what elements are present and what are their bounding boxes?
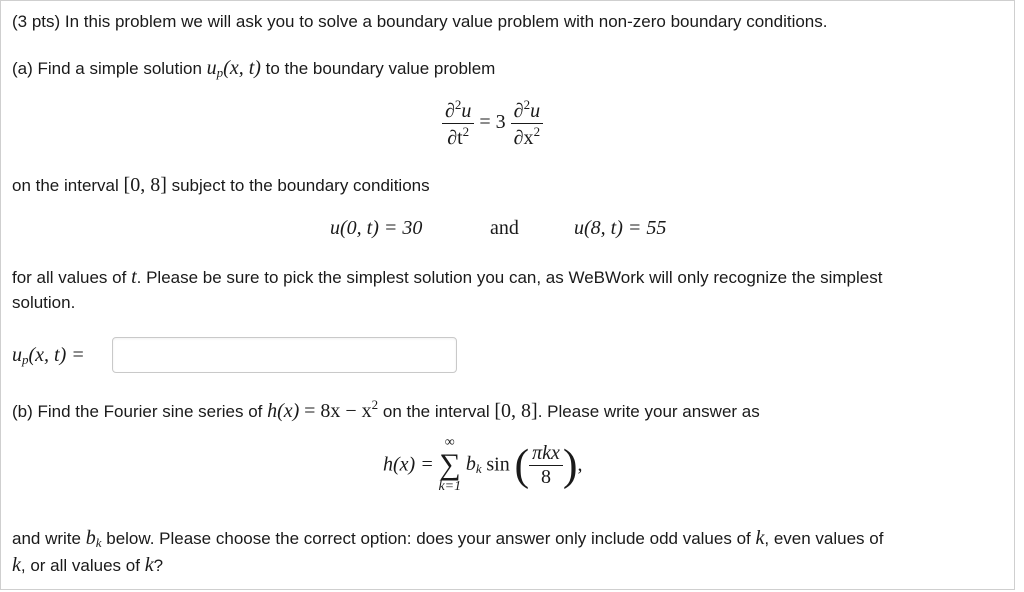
sin-argument: $\frac{\text{πkx}}{8}$ [529, 442, 563, 489]
sum-operator: ∞ ∑ k=1 [438, 435, 462, 494]
final-line-1: and write $b_k$ below. Please choose the correct option: does your answer only include odd values of k, even values of [12, 527, 884, 550]
part-b-prompt: (b) Find the Fourier sine series of $h(x) = 8x - x^2$ on the interval [0, 8]. Please write your answer as [12, 397, 760, 422]
lhs-fraction: $\frac{\partial^2u}{\partial t^2}$ [442, 97, 474, 150]
intro-text: (3 pts) In this problem we will ask you to solve a boundary value problem with non-zero boundary conditions. [12, 12, 828, 31]
part-a-suffix: to the boundary value problem [265, 59, 496, 78]
equals-three: = 3 [479, 111, 506, 134]
final-line-2: k, or all values of k? [12, 554, 164, 576]
bc-left: u(0, t) = 30 [330, 217, 423, 239]
answer-input-up[interactable] [112, 337, 457, 373]
wave-equation [442, 97, 543, 150]
rhs-fraction: $\frac{\partial^2u}{\partial x^2}$ [511, 97, 543, 150]
interval-line: on the interval [0, 8] subject to the boundary conditions [12, 174, 430, 196]
part-a-prompt [12, 57, 495, 81]
fourier-series: h(x) = ∞ ∑ k=1 $b_k$ sin ( $\frac{\text{πkx}}{8}$ ), [383, 435, 583, 494]
answer-label: $u_p(x$, t) = [12, 344, 85, 367]
interval-a: [0, 8] [123, 174, 167, 196]
part-a-up: $u_p(x$, t) [206, 57, 261, 80]
bc-right: u(8, t) = 55 [574, 217, 667, 239]
part-a-prefix: (a) Find a simple solution [12, 59, 202, 78]
bc-and: and [490, 217, 519, 239]
note-line-2: solution. [12, 293, 76, 312]
h-definition: = $8x - x^2$ [304, 397, 379, 422]
note-line-1: for all values of t. Please be sure to pick the simplest solution you can, as WeBWork will only recognize the simplest [12, 266, 883, 288]
